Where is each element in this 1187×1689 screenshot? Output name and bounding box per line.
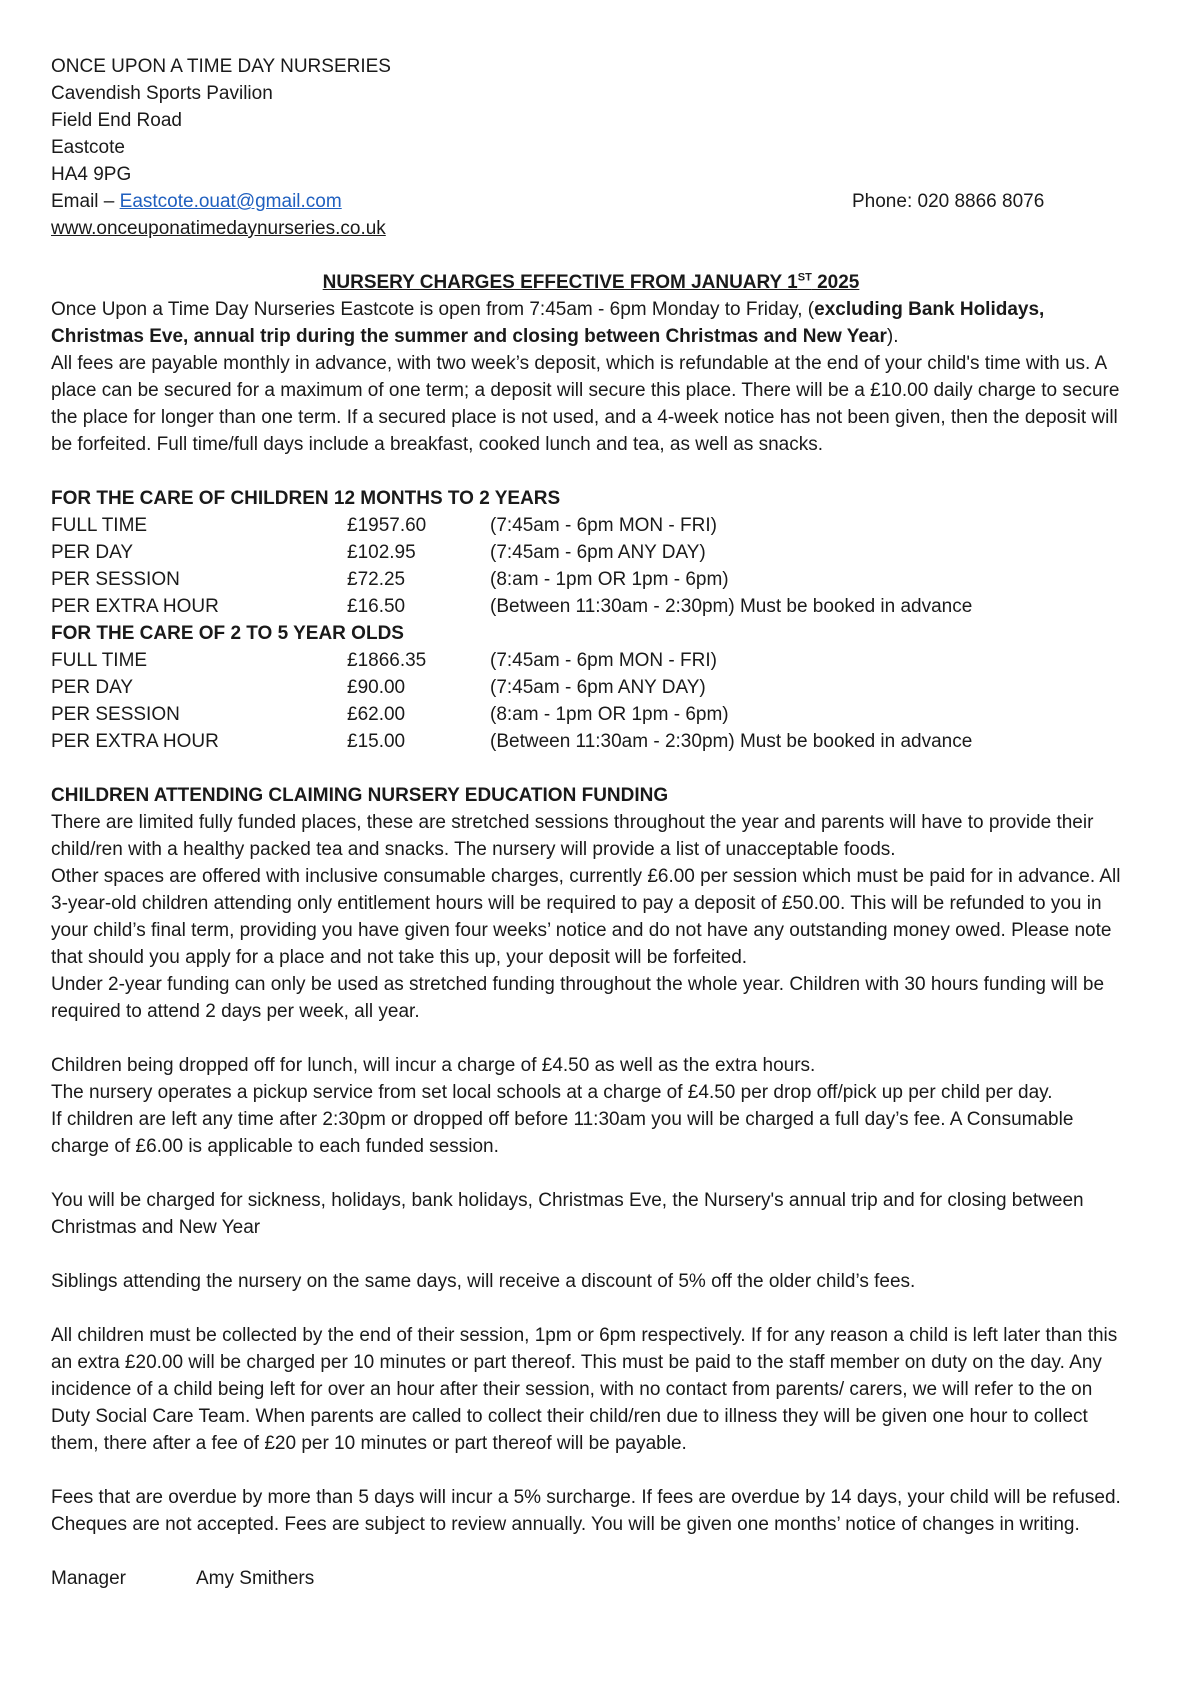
collection-paragraph: All children must be collected by the end of their session, 1pm or 6pm respectively. If for any reason a child is left later than this an extra £20.00 will be charged per 10 minutes or part thereof. This must be paid to the staff member on duty on the day. Any incidence of a child being left for over an hour after their session, with no contact from parents/ carers, we will refer to the on Duty Social Care Team. When parents are called to collect their child/ren due to illness they will be given one hour to collect them, there after a fee of £20 per 10 minutes or part thereof will be payable. bbox=[51, 1325, 1118, 1454]
rate-note: (7:45am - 6pm MON - FRI) bbox=[490, 650, 717, 671]
email-label: Email – bbox=[51, 191, 120, 212]
rate-row bbox=[51, 512, 1151, 539]
rate-label: PER EXTRA HOUR bbox=[51, 596, 219, 617]
rates-heading-preschool: FOR THE CARE OF 2 TO 5 YEAR OLDS bbox=[51, 623, 404, 644]
address-line-1: Cavendish Sports Pavilion bbox=[51, 83, 273, 104]
funding-paragraph-1: There are limited fully funded places, these are stretched sessions throughout the year and parents will have to provide their child/ren with a healthy packed tea and snacks. The nursery will provide a list of unacceptable foods. bbox=[51, 812, 1094, 860]
funding-paragraph-3: Under 2-year funding can only be used as stretched funding throughout the whole year. Children with 30 hours funding will be required to attend 2 days per week, all year. bbox=[51, 974, 1105, 1022]
signature-role: Manager bbox=[51, 1568, 126, 1589]
intro-end: ). bbox=[886, 326, 899, 347]
rate-row bbox=[51, 539, 1151, 566]
contact-line bbox=[51, 188, 1151, 215]
rate-price: £102.95 bbox=[347, 542, 416, 563]
title-main: NURSERY CHARGES EFFECTIVE FROM JANUARY 1 bbox=[322, 272, 798, 293]
rate-price: £72.25 bbox=[347, 569, 406, 590]
rate-label: PER DAY bbox=[51, 542, 134, 563]
rate-price: £90.00 bbox=[347, 677, 406, 698]
rate-label: PER DAY bbox=[51, 677, 134, 698]
intro-closures: excluding Bank Holidays, Christmas Eve, annual trip during the summer and closing between Christmas and New Year bbox=[51, 299, 1045, 347]
funding-heading: CHILDREN ATTENDING CLAIMING NURSERY EDUCATION FUNDING bbox=[51, 785, 669, 806]
rate-label: PER EXTRA HOUR bbox=[51, 731, 219, 752]
signature bbox=[51, 1565, 1151, 1592]
rate-row bbox=[51, 593, 1151, 620]
rate-note: (8:am - 1pm OR 1pm - 6pm) bbox=[490, 569, 729, 590]
rate-label: FULL TIME bbox=[51, 650, 148, 671]
rate-label: PER SESSION bbox=[51, 569, 180, 590]
page-title bbox=[51, 269, 1131, 296]
nursery-name: ONCE UPON A TIME DAY NURSERIES bbox=[51, 56, 391, 77]
rate-note: (7:45am - 6pm MON - FRI) bbox=[490, 515, 717, 536]
intro-text: Once Upon a Time Day Nurseries Eastcote is open from 7:45am - 6pm Monday to Friday, ( bbox=[51, 299, 815, 320]
address-line-2: Field End Road bbox=[51, 110, 182, 131]
extras-full-day: If children are left any time after 2:30pm or dropped off before 11:30am you will be charged a full day’s fee. A Consumable charge of £6.00 is applicable to each funded session. bbox=[51, 1109, 1074, 1157]
rate-note: (Between 11:30am - 2:30pm) Must be booked in advance bbox=[490, 596, 973, 617]
rate-price: £15.00 bbox=[347, 731, 406, 752]
email-link[interactable]: Eastcote.ouat@gmail.com bbox=[119, 191, 342, 212]
extras-lunch: Children being dropped off for lunch, will incur a charge of £4.50 as well as the extra hours. bbox=[51, 1055, 816, 1076]
rates-heading-toddlers: FOR THE CARE OF CHILDREN 12 MONTHS TO 2 YEARS bbox=[51, 488, 561, 509]
extras-pickup: The nursery operates a pickup service from set local schools at a charge of £4.50 per drop off/pick up per child per day. bbox=[51, 1082, 1053, 1103]
rate-row bbox=[51, 728, 1151, 755]
rate-price: £16.50 bbox=[347, 596, 406, 617]
rate-label: PER SESSION bbox=[51, 704, 180, 725]
overdue-paragraph: Fees that are overdue by more than 5 days will incur a 5% surcharge. If fees are overdue by 14 days, your child will be refused. Cheques are not accepted. Fees are subject to review annually. You will be given one months’ notice of changes in writing. bbox=[51, 1487, 1121, 1535]
title-year: 2025 bbox=[811, 272, 860, 293]
charges-paragraph: You will be charged for sickness, holidays, bank holidays, Christmas Eve, the Nursery's annual trip and for closing between Christmas and New Year bbox=[51, 1190, 1084, 1238]
funding-paragraph-2: Other spaces are offered with inclusive consumable charges, currently £6.00 per session which must be paid for in advance. All 3-year-old children attending only entitlement hours will be required to pay a deposit of £50.00. This will be refunded to you in your child’s final term, providing you have given four weeks’ notice and do not have any outstanding money owed. Please note that should you apply for a place and not take this up, your deposit will be forfeited. bbox=[51, 866, 1121, 968]
rate-price: £1866.35 bbox=[347, 650, 427, 671]
rate-price: £1957.60 bbox=[347, 515, 427, 536]
rate-price: £62.00 bbox=[347, 704, 406, 725]
siblings-paragraph: Siblings attending the nursery on the same days, will receive a discount of 5% off the older child’s fees. bbox=[51, 1271, 916, 1292]
title-sup: ST bbox=[797, 271, 812, 284]
address-postcode: HA4 9PG bbox=[51, 164, 132, 185]
rate-note: (7:45am - 6pm ANY DAY) bbox=[490, 677, 706, 698]
document-page bbox=[51, 53, 1151, 1592]
rate-row bbox=[51, 674, 1151, 701]
intro-fees: All fees are payable monthly in advance, with two week’s deposit, which is refundable at the end of your child's time with us. A place can be secured for a maximum of one term; a deposit will secure this place. There will be a £10.00 daily charge to secure the place for longer than one term. If a secured place is not used, and a 4-week notice has not been given, then the deposit will be forfeited. Full time/full days include a breakfast, cooked lunch and tea, as well as snacks. bbox=[51, 353, 1120, 455]
intro-opening-hours bbox=[51, 296, 1131, 350]
rate-label: FULL TIME bbox=[51, 515, 148, 536]
website-link[interactable]: www.onceuponatimedaynurseries.co.uk bbox=[51, 218, 386, 239]
signature-name: Amy Smithers bbox=[196, 1568, 315, 1589]
rate-note: (Between 11:30am - 2:30pm) Must be booked in advance bbox=[490, 731, 973, 752]
rate-note: (8:am - 1pm OR 1pm - 6pm) bbox=[490, 704, 729, 725]
rate-row bbox=[51, 647, 1151, 674]
rate-note: (7:45am - 6pm ANY DAY) bbox=[490, 542, 706, 563]
phone-number: Phone: 020 8866 8076 bbox=[852, 191, 1045, 212]
rate-row bbox=[51, 701, 1151, 728]
rate-row bbox=[51, 566, 1151, 593]
address-line-3: Eastcote bbox=[51, 137, 125, 158]
